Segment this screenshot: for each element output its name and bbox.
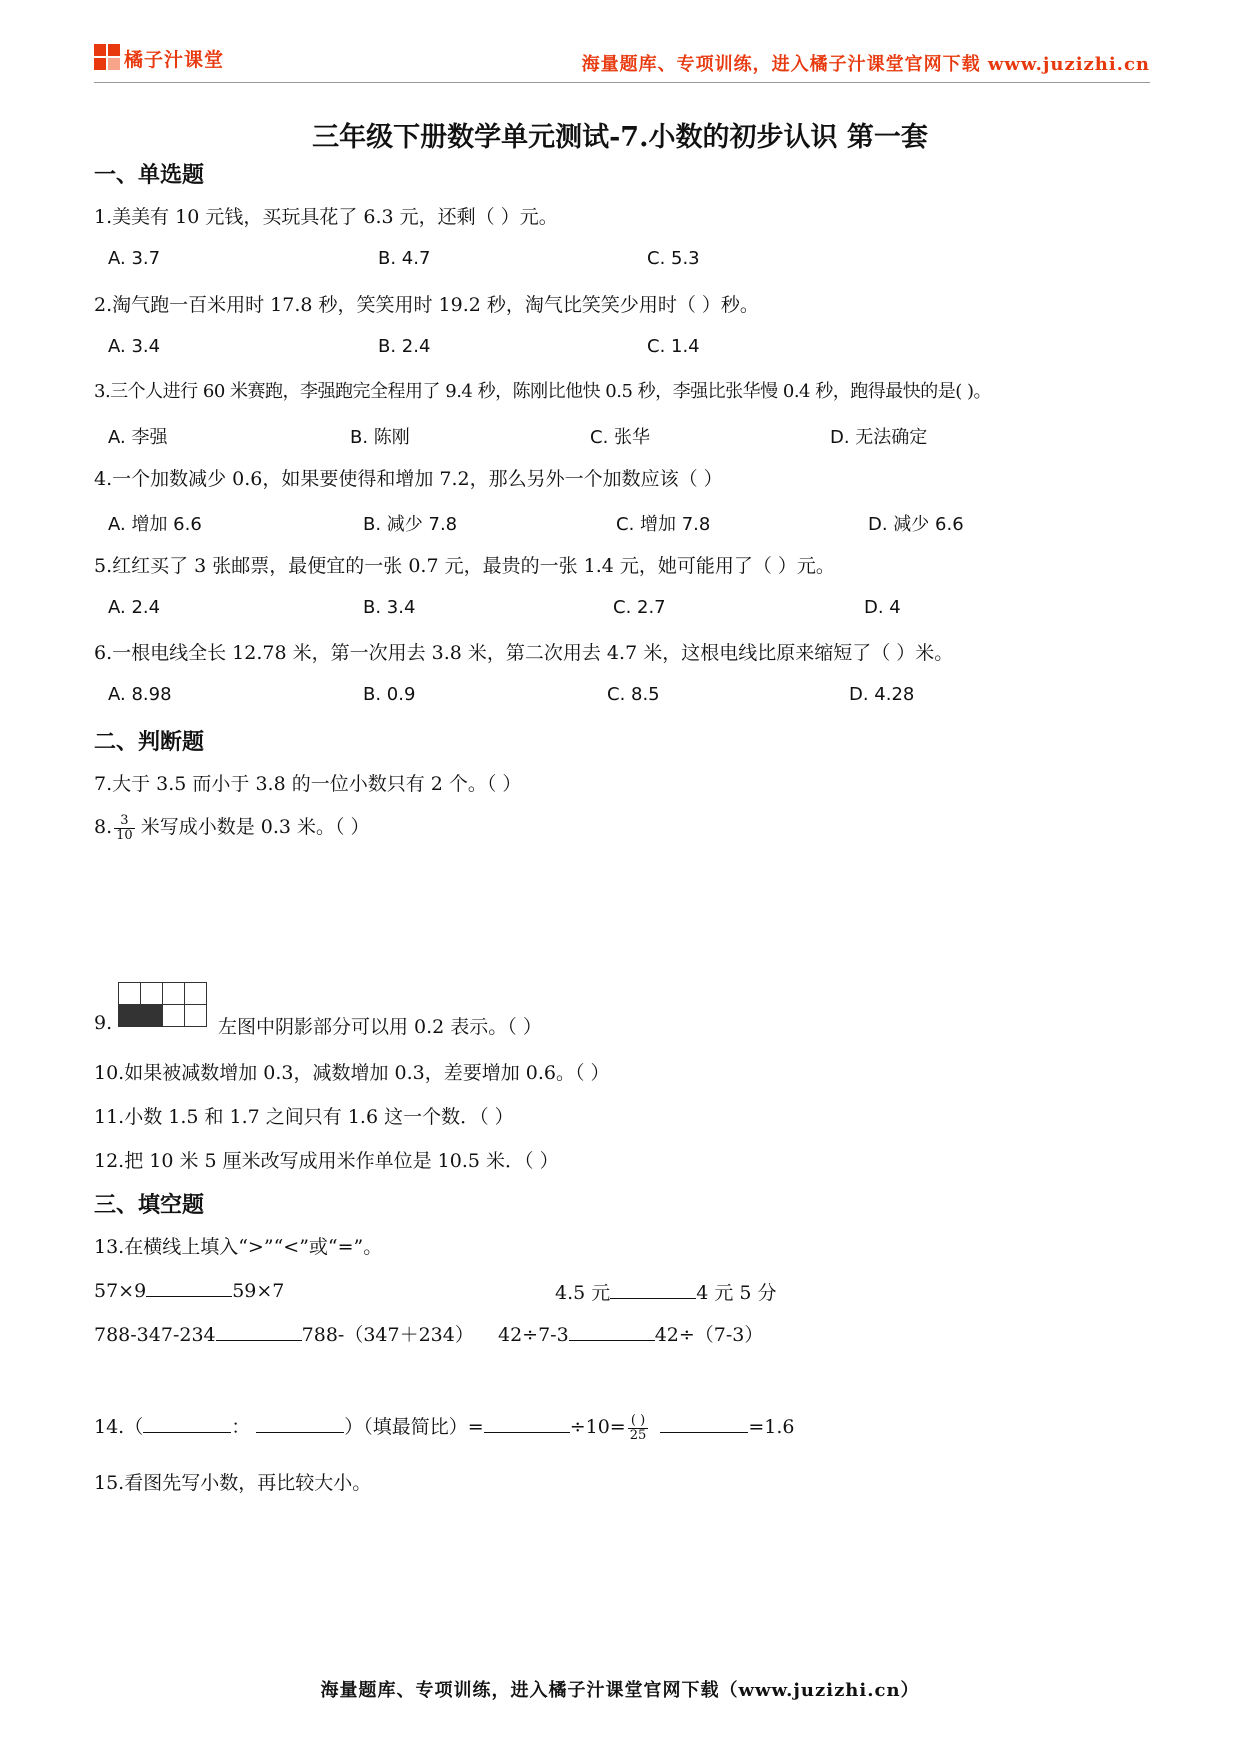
grid-cell — [119, 983, 141, 1005]
q6-option-a: A. 8.98 — [108, 684, 172, 705]
q13-expr: 42÷（7-3） — [654, 1324, 764, 1346]
q13-row2-left — [94, 1320, 474, 1347]
q2-option-b: B. 2.4 — [378, 336, 431, 357]
q6-option-b: B. 0.9 — [363, 684, 416, 705]
q14-text: ）（填最简比）= — [344, 1416, 484, 1438]
q9-shaded-grid — [118, 982, 207, 1027]
q4-option-c: C. 增加 7.8 — [616, 514, 711, 535]
logo — [94, 44, 224, 72]
q13-row2-right — [498, 1320, 763, 1347]
question-3: 3.三个人进行 60 米赛跑，李强跑完全程用了 9.4 秒，陈刚比他快 0.5 秒，李强比张华慢 0.4 秒，跑得最快的是( )。 — [94, 381, 991, 402]
q8-fraction — [114, 814, 135, 843]
question-14 — [94, 1412, 794, 1443]
q13-expr: 788-347-234 — [94, 1324, 216, 1346]
grid-cell-shaded — [119, 1005, 141, 1027]
question-15: 15.看图先写小数，再比较大小。 — [94, 1472, 372, 1494]
grid-cell — [163, 1005, 185, 1027]
q13-expr: 4 元 5 分 — [696, 1282, 777, 1304]
q8-prefix: 8. — [94, 816, 113, 838]
q9-prefix: 9. — [94, 1012, 113, 1034]
q14-denominator: 25 — [629, 1427, 647, 1443]
header-slogan: 海量题库、专项训练，进入橘子汁课堂官网下载 www.juzizhi.cn — [581, 54, 1150, 75]
question-7: 7.大于 3.5 而小于 3.8 的一位小数只有 2 个。（ ） — [94, 773, 522, 795]
page-title: 三年级下册数学单元测试-7.小数的初步认识 第一套 — [312, 122, 928, 153]
q13-expr: 4.5 元 — [555, 1282, 611, 1304]
question-6: 6.一根电线全长 12.78 米，第一次用去 3.8 米，第二次用去 4.7 米，这根电线比原来缩短了（ ）米。 — [94, 642, 954, 664]
section-title-true-false: 二、判断题 — [94, 729, 205, 755]
q13-expr: 788-（347＋234） — [301, 1324, 474, 1346]
question-1: 1.美美有 10 元钱，买玩具花了 6.3 元，还剩（ ）元。 — [94, 206, 558, 228]
grid-cell — [185, 1005, 207, 1027]
q14-text: =1.6 — [748, 1416, 795, 1438]
answer-blank[interactable] — [143, 1414, 231, 1433]
q8-denominator: 10 — [116, 827, 133, 843]
page-footer: 海量题库、专项训练，进入橘子汁课堂官网下载（www.juzizhi.cn） — [320, 1680, 920, 1701]
grid-cell — [141, 983, 163, 1005]
q2-option-a: A. 3.4 — [108, 336, 161, 357]
logo-icon — [94, 44, 120, 72]
logo-text: 橘子汁课堂 — [124, 48, 225, 71]
grid-cell — [163, 983, 185, 1005]
q14-numerator: ( ) — [628, 1414, 649, 1429]
section-title-fill-blank: 三、填空题 — [94, 1192, 205, 1218]
q6-option-d: D. 4.28 — [849, 684, 915, 705]
q14-text: 14.（ — [94, 1416, 144, 1438]
q5-option-b: B. 3.4 — [363, 597, 416, 618]
q4-option-d: D. 减少 6.6 — [868, 514, 964, 535]
question-13: 13.在横线上填入“>”“<”或“=”。 — [94, 1236, 383, 1258]
q13-row1-left — [94, 1278, 284, 1302]
q9-suffix: 左图中阴影部分可以用 0.2 表示。（ ） — [218, 1016, 542, 1038]
section-title-single-choice: 一、单选题 — [94, 162, 205, 188]
question-5: 5.红红买了 3 张邮票，最便宜的一张 0.7 元，最贵的一张 1.4 元，她可能用了（ ）元。 — [94, 555, 835, 577]
answer-blank[interactable] — [146, 1278, 232, 1297]
question-10: 10.如果被减数增加 0.3，减数增加 0.3，差要增加 0.6。（ ） — [94, 1062, 610, 1084]
answer-blank[interactable] — [216, 1322, 302, 1341]
q3-option-a: A. 李强 — [108, 427, 168, 448]
q4-option-a: A. 增加 6.6 — [108, 514, 202, 535]
q1-option-a: A. 3.7 — [108, 248, 161, 269]
question-4: 4.一个加数减少 0.6，如果要使得和增加 7.2，那么另外一个加数应该（ ） — [94, 468, 723, 490]
question-12: 12.把 10 米 5 厘米改写成用米作单位是 10.5 米．（ ） — [94, 1150, 559, 1172]
q14-fraction — [628, 1414, 649, 1443]
grid-cell-shaded — [141, 1005, 163, 1027]
q8-numerator: 3 — [114, 814, 135, 829]
q13-expr: 57×9 — [94, 1280, 147, 1302]
answer-blank[interactable] — [569, 1322, 655, 1341]
question-11: 11.小数 1.5 和 1.7 之间只有 1.6 这一个数．（ ） — [94, 1106, 514, 1128]
page-header — [94, 40, 1150, 83]
q5-option-d: D. 4 — [864, 597, 901, 618]
q13-row1-right — [555, 1278, 777, 1305]
q13-expr: 42÷7-3 — [498, 1324, 569, 1346]
q6-option-c: C. 8.5 — [607, 684, 660, 705]
q14-text: ÷10= — [569, 1416, 626, 1438]
q1-option-c: C. 5.3 — [647, 248, 700, 269]
q5-option-c: C. 2.7 — [613, 597, 666, 618]
q5-option-a: A. 2.4 — [108, 597, 161, 618]
answer-blank[interactable] — [256, 1414, 344, 1433]
q3-option-d: D. 无法确定 — [830, 427, 928, 448]
q14-text: ： — [231, 1416, 251, 1438]
q3-option-b: B. 陈刚 — [350, 427, 410, 448]
question-2: 2.淘气跑一百米用时 17.8 秒，笑笑用时 19.2 秒，淘气比笑笑少用时（ ）秒。 — [94, 294, 759, 316]
grid-cell — [185, 983, 207, 1005]
q2-option-c: C. 1.4 — [647, 336, 700, 357]
answer-blank[interactable] — [610, 1280, 696, 1299]
q1-option-b: B. 4.7 — [378, 248, 431, 269]
q3-option-c: C. 张华 — [590, 427, 651, 448]
answer-blank[interactable] — [660, 1414, 748, 1433]
question-8 — [94, 812, 370, 843]
q8-suffix: 米写成小数是 0.3 米。（ ） — [140, 816, 370, 838]
q4-option-b: B. 减少 7.8 — [363, 514, 458, 535]
q13-expr: 59×7 — [232, 1280, 285, 1302]
answer-blank[interactable] — [484, 1414, 570, 1433]
